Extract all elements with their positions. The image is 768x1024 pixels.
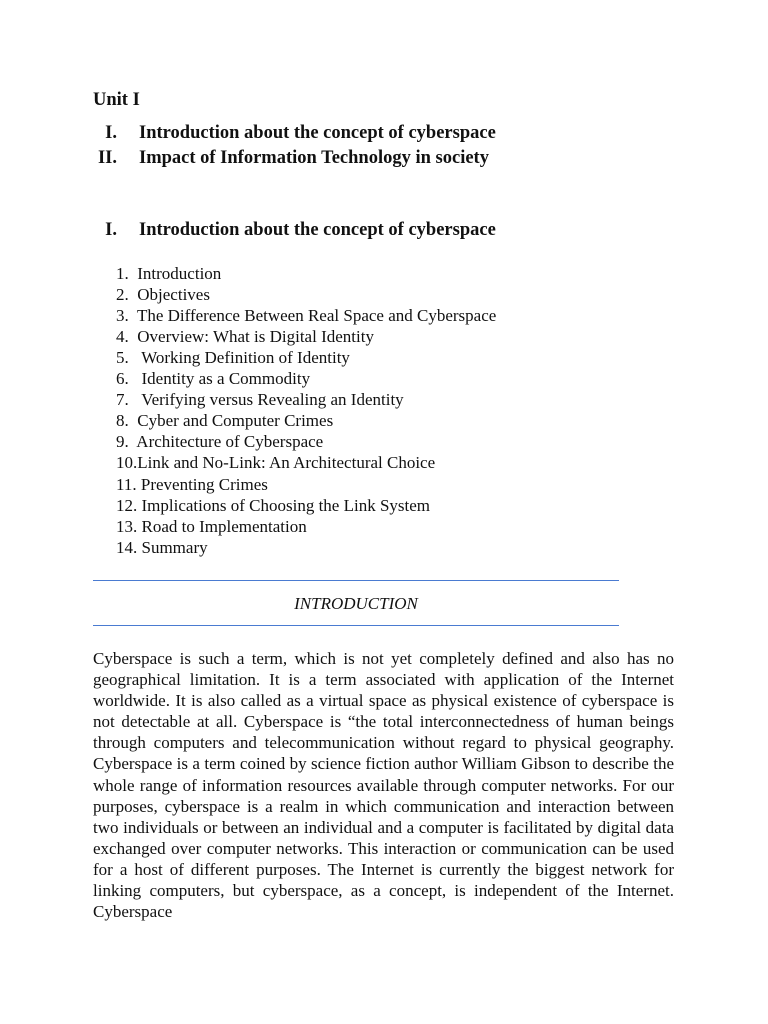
subtopic-item: 5. Working Definition of Identity xyxy=(116,348,350,367)
subtopic-item: 11. Preventing Crimes xyxy=(116,475,268,494)
subtopic-item: 10.Link and No-Link: An Architectural Choice xyxy=(116,453,436,472)
subtopic-item: 7. Verifying versus Revealing an Identity xyxy=(116,390,404,409)
subtopic-item: 12. Implications of Choosing the Link System xyxy=(116,496,431,515)
toc-item-number: I. xyxy=(105,123,117,143)
subtopic-item: 14. Summary xyxy=(116,538,208,557)
toc-item-text: Impact of Information Technology in society xyxy=(139,148,489,168)
toc-item-text: Introduction about the concept of cyberspace xyxy=(139,123,496,143)
toc-item-number: II. xyxy=(97,148,117,168)
introduction-heading: INTRODUCTION xyxy=(294,594,418,613)
subtopic-item: 8. Cyber and Computer Crimes xyxy=(116,411,334,430)
subtopic-item: 3. The Difference Between Real Space and Cyberspace xyxy=(116,306,497,325)
divider-bottom xyxy=(93,625,619,626)
unit-title: Unit I xyxy=(93,90,140,110)
subtopic-item: 1. Introduction xyxy=(116,264,222,283)
subtopic-item: 9. Architecture of Cyberspace xyxy=(116,432,324,451)
subtopic-item: 6. Identity as a Commodity xyxy=(116,369,311,388)
subtopic-item: 4. Overview: What is Digital Identity xyxy=(116,327,374,346)
section-heading-text: Introduction about the concept of cyberspace xyxy=(139,220,496,240)
subtopic-item: 2. Objectives xyxy=(116,285,210,304)
section-heading-number: I. xyxy=(105,220,117,240)
introduction-paragraph: Cyberspace is such a term, which is not yet completely defined and also has no geographical limitation. It is a term associated with application of the Internet worldwide. It is also called as a virtual space as physical existence of cyberspace is not detectable at all. Cyberspace is “the total interconnectedness of human beings through computers and telecommunication without regard to physical geography. Cyberspace is a term coined by science fiction author William Gibson to describe the whole range of information resources available through computer networks. For our purposes, cyberspace is a realm in which communication and interaction between two individuals or between an individual and a computer is facilitated by digital data exchanged over computer networks. This interaction or communication can be used for a host of different purposes. The Internet is currently the biggest network for linking computers, but cyberspace, as a concept, is independent of the Internet. Cyberspace xyxy=(93,649,674,922)
subtopic-item: 13. Road to Implementation xyxy=(116,517,307,536)
divider-top xyxy=(93,580,619,581)
